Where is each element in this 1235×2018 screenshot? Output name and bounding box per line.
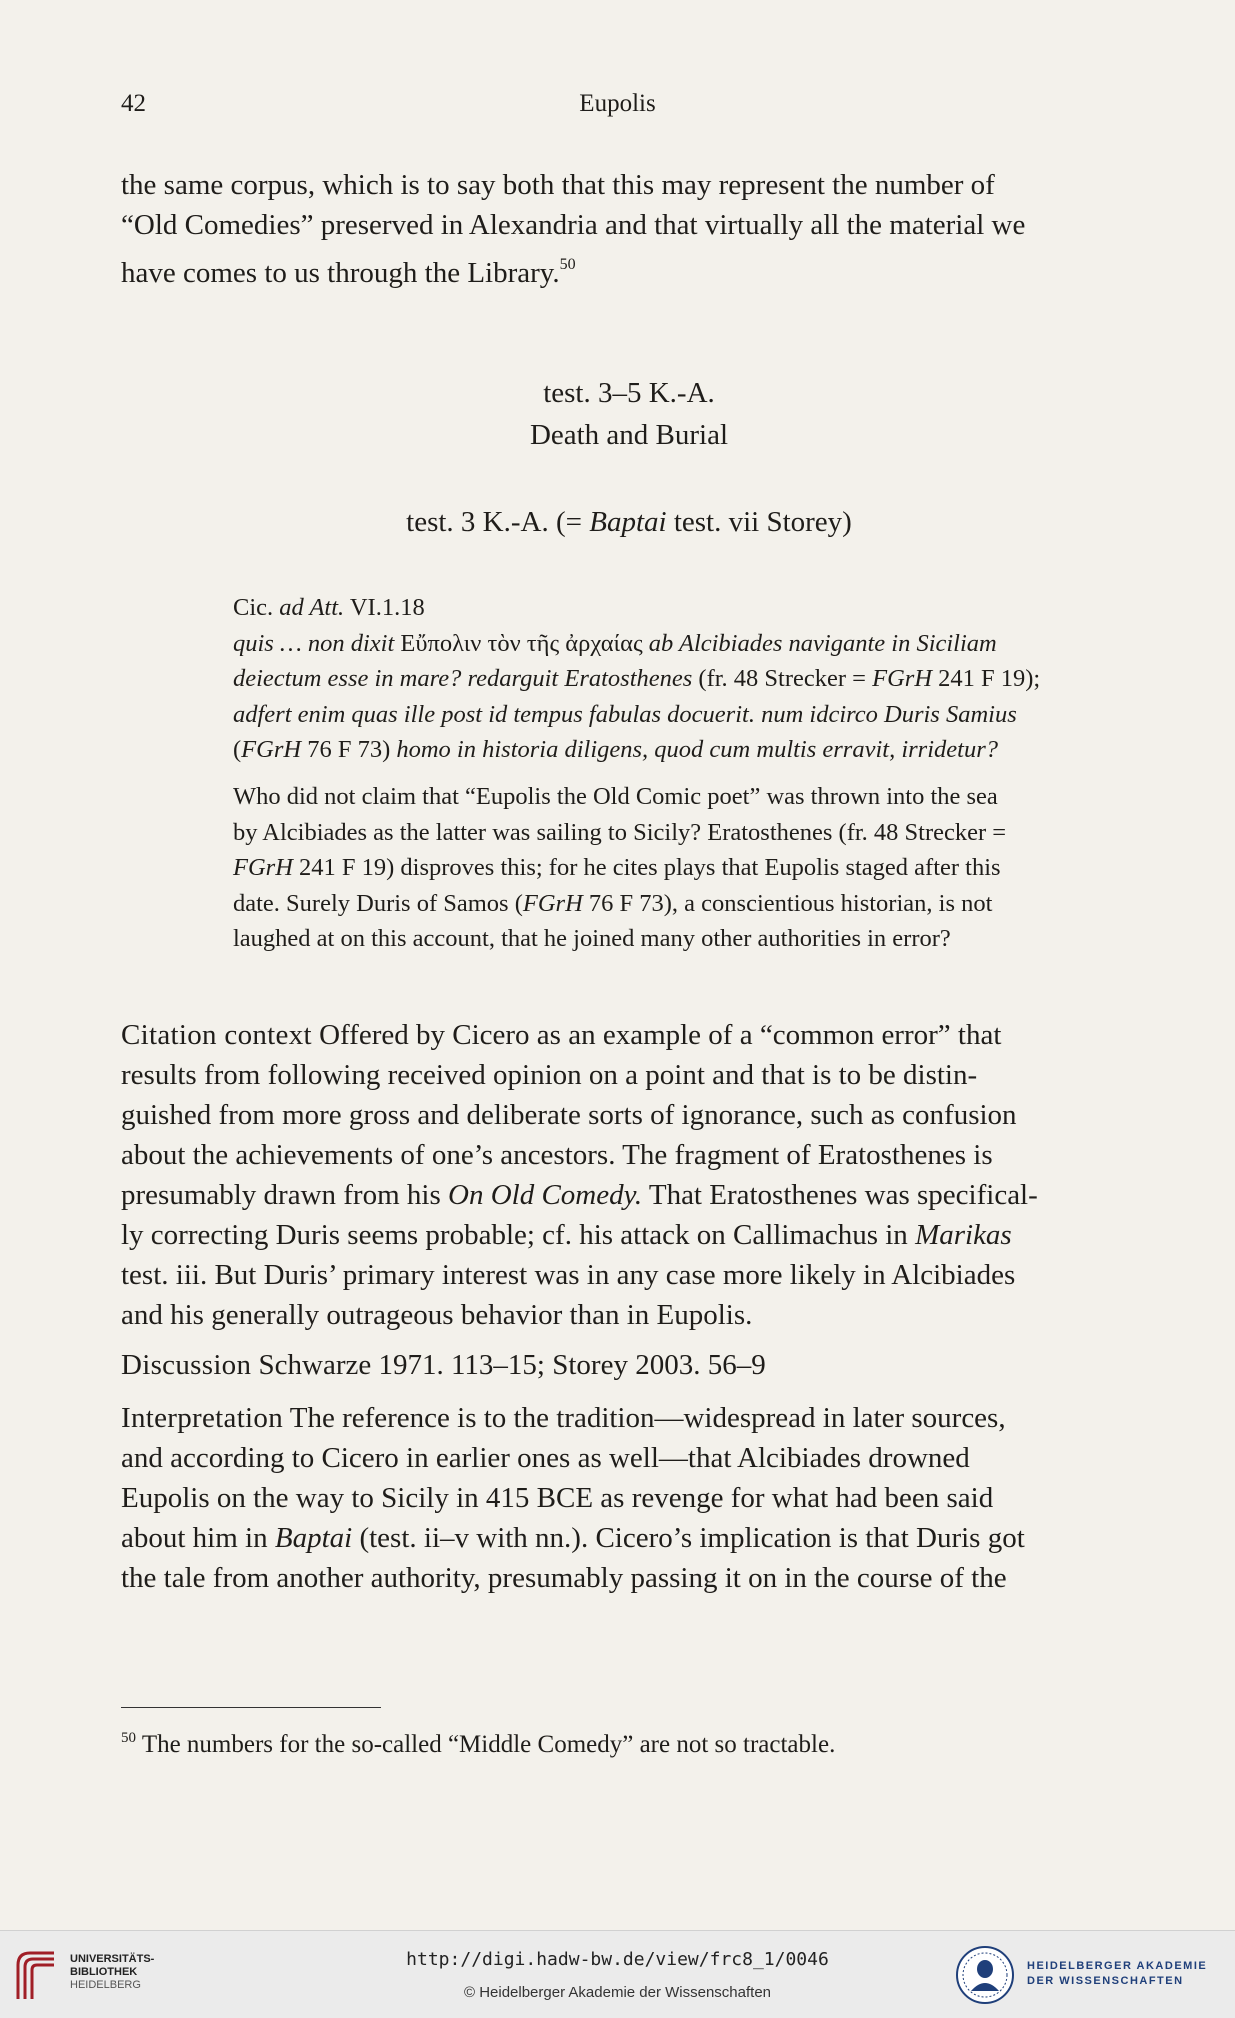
copyright-notice: © Heidelberger Akademie der Wissenschaften [463, 1984, 772, 2001]
intro-line-3: have comes to us through the Library.$^{50}$ [121, 256, 576, 289]
latin-source [233, 590, 1139, 768]
footnote-divider [121, 1707, 381, 1708]
discussion-label: Discussion [121, 1349, 252, 1381]
section-heading-range: test. 3–5 K.-A. [543, 377, 715, 409]
interpretation: Interpretation The reference is to the tradition—widespread in later sources, and according to Cicero in earlier ones as well—that Alcibiades drowned Eupolis on the way to Sicily in 415 BCE as revenge for what had been said about him in Baptai (test. ii–v with nn.). Cicero’s implication is that Duris got the tale from another authority, presumably passing it on in the course of the [121, 1402, 1025, 1594]
interpretation-label: Interpretation [121, 1402, 284, 1434]
translation-line-1: Who did not claim that “Eupolis the Old Comic poet” was thrown into the sea [233, 783, 998, 810]
intro-line-1: the same corpus, which is to say both that this may represent the number of [121, 169, 995, 201]
latin-line-4: (FGrH 76 F 73) homo in historia diligens, quod cum multis erravit, irridetur? [233, 736, 998, 763]
academy-name: HEIDELBERGER AKADEMIE DER WISSENSCHAFTEN [1027, 1960, 1208, 1987]
translation-line-2: by Alcibiades as the latter was sailing to Sicily? Eratosthenes (fr. 48 Strecker = [233, 818, 1007, 846]
test-heading: test. 3 K.-A. (= Baptai test. vii Storey) [406, 506, 852, 538]
translation [233, 779, 1139, 957]
page-number: 42 [121, 90, 146, 117]
latin-line-2: deiectum esse in mare? redarguit Eratosthenes (fr. 48 Strecker = FGrH 241 F 19); [233, 665, 1041, 692]
university-library-name: UNIVERSITÄTS- BIBLIOTHEK HEIDELBERG [70, 1953, 155, 1991]
latin-line-1: quis … non dixit Εὔπολιν τὸν τῆς ἀρχαίας ab Alcibiades navigante in Siciliam [233, 629, 997, 657]
latin-source-ref: Cic. ad Att. VI.1.18 [233, 594, 425, 621]
citation-context: Citation context Offered by Cicero as an example of a “common error” that results from following received opinion on a point and that is to be distin- guished from more gross and deliberate sorts of ignorance, such as confusion about the achievements of one’s ancestors. The fragment of Eratosthenes is presumably drawn from his On Old Comedy. That Eratosthenes was specifical- ly correcting Duris seems probable; cf. his attack on Callimachus in Marikas test. iii. But Duris’ primary interest was in any case more likely in Alcibiades and his generally outrageous behavior than in Eupolis. [121, 1019, 1038, 1331]
page-url-link[interactable]: http://digi.hadw-bw.de/view/frc8_1/0046 [406, 1949, 829, 1970]
latin-line-3: adfert enim quas ille post id tempus fabulas docuerit. num idcirco Duris Samius [233, 700, 1017, 728]
translation-line-3: FGrH 241 F 19) disproves this; for he cites plays that Eupolis staged after this [233, 854, 1001, 881]
footnote-text: The numbers for the so-called “Middle Comedy” are not so tractable. [141, 1731, 836, 1758]
section-heading-title: Death and Burial [529, 419, 729, 451]
translation-line-4: date. Surely Duris of Samos (FGrH 76 F 73), a conscientious historian, is not [233, 889, 993, 917]
academy-seal-icon [955, 1945, 1015, 2005]
citation-context-label: Citation context [121, 1019, 312, 1051]
footer-bar [0, 1930, 1235, 2018]
running-title: Eupolis [579, 90, 656, 117]
intro-line-2: “Old Comedies” preserved in Alexandria and that virtually all the material we [121, 209, 1026, 241]
footnote-number: 50 [121, 1730, 136, 1746]
footnote [121, 1730, 835, 1759]
translation-line-5: laughed at on this account, that he joined many other authorities in error? [233, 925, 951, 952]
intro-paragraph [121, 165, 1139, 293]
footnote-ref: 50 [559, 256, 576, 273]
discussion: Discussion Schwarze 1971. 113–15; Storey 2003. 56–9 [121, 1349, 766, 1381]
